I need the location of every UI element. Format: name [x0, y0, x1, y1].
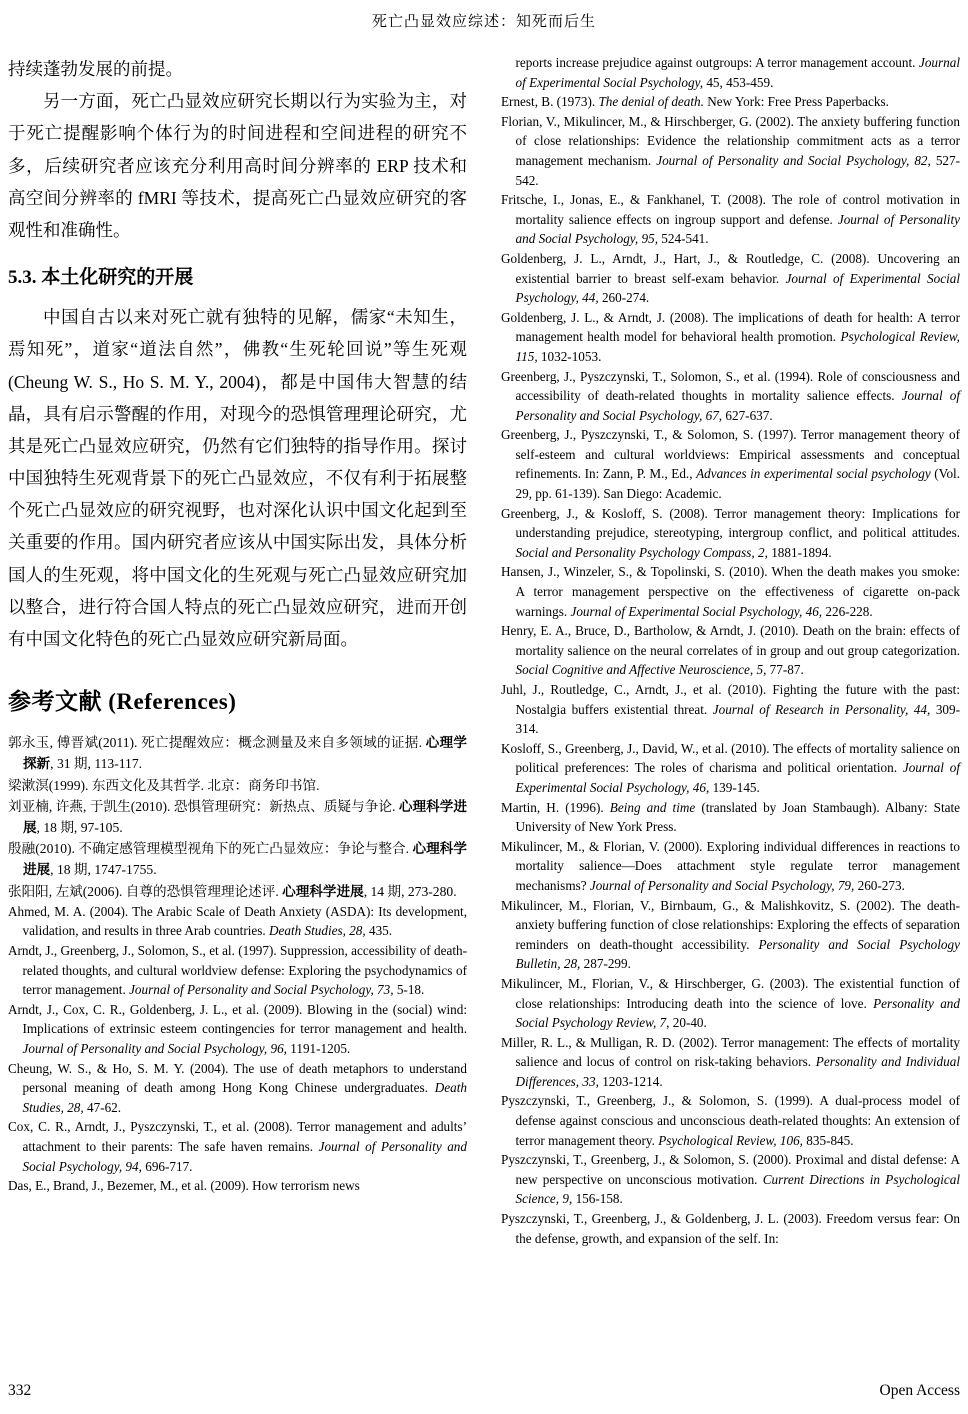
left-column: [8, 53, 467, 1196]
reference-text: Henry, E. A., Bruce, D., Bartholow, & Arndt, J. (2010). Death on the brain: effects of mortality salience on the neural correlates of in group and out group categorization.: [501, 623, 960, 658]
reference-source-italic: Personality and Social Psychology Review, 7,: [515, 995, 960, 1031]
reference-entry: [8, 838, 467, 880]
reference-text: 1881-1894.: [767, 544, 832, 560]
reference-source-italic: Journal of Personality and Social Psychology, 73,: [129, 982, 394, 998]
reference-entry: [501, 112, 960, 190]
reference-source-italic: Journal of Personality and Social Psychology, 67,: [515, 388, 960, 423]
reference-text: Mikulincer, M., Florian, V., & Hirschberger, G. (2003). The existential function of close relationships: Introducing death into the science of love.: [501, 975, 960, 1011]
reference-text: (Vol. 29, pp. 61-139). San Diego: Academic.: [515, 466, 960, 502]
reference-entry: [501, 562, 960, 621]
reference-source-italic: Psychological Review, 115,: [515, 329, 960, 364]
reference-text: 梁漱溟(1999). 东西文化及其哲学. 北京：商务印书馆.: [8, 777, 320, 793]
reference-entry: [501, 367, 960, 426]
paragraph-localization: 中国自古以来对死亡就有独特的见解，儒家“未知生，焉知死”，道家“道法自然”，佛教“生死轮回说”等生死观(Cheung W. S., Ho S. M. Y., 2004)，都是中国伟大智慧的结晶，具有启示警醒的作用，对现今的恐惧管理理论研究，尤其是死亡凸显效应研究，仍然有它们独特的指导作用。探讨中国独特生死观背景下的死亡凸显效应，不仅有利于拓展整个死亡凸显效应的研究视野，也对深化认识中国文化起到至关重要的作用。国内研究者应该从中国实际出发，具体分析国人的生死观，将中国文化的生死观与死亡凸显效应研究加以整合，进行符合国人特点的死亡凸显效应研究，进而开创有中国文化特色的死亡凸显效应研究新局面。: [8, 307, 467, 649]
reference-journal-bold: 心理科学进展: [22, 798, 467, 835]
reference-source-italic: Journal of Experimental Social Psychology, 44,: [515, 270, 961, 306]
reference-source-italic: Death Studies, 28,: [268, 923, 366, 939]
reference-source-italic: Being and time: [609, 799, 696, 815]
reference-text: 435.: [365, 923, 393, 939]
reference-text: Cheung, W. S., & Ho, S. M. Y. (2004). The use of death metaphors to understand personal meaning of death among Hong Kong Chinese undergraduates.: [8, 1060, 467, 1096]
reference-text: 156-158.: [572, 1191, 623, 1207]
reference-entry: [8, 881, 467, 902]
reference-text: Florian, V., Mikulincer, M., & Hirschberger, G. (2002). The anxiety buffering function of close relationships: Evidence the relationship commitment acts as a terror management mechanism.: [501, 113, 960, 168]
reference-text: Greenberg, J., & Kosloff, S. (2008). Terror management theory: Implications for understanding prejudice, stereotyping, intergroup conflict, and political attitudes.: [501, 505, 960, 541]
reference-text: (translated by Joan Stambaugh). Albany: State University of New York Press.: [515, 799, 961, 835]
reference-entry: [8, 1117, 467, 1176]
references-english-left-list: [8, 902, 467, 1196]
reference-entry: [501, 504, 960, 563]
reference-source-italic: Journal of Personality and Social Psychology, 79,: [589, 877, 855, 893]
reference-text: Hansen, J., Winzeler, S., & Topolinski, S. (2010). When the death makes you smoke: A terror management perspective on the effectiveness of cigarette on-pack warnings.: [501, 564, 960, 619]
reference-entry: [501, 1033, 960, 1092]
reference-entry: [501, 1150, 960, 1209]
reference-source-italic: Journal of Personality and Social Psychology, 96,: [22, 1040, 287, 1056]
reference-source-italic: Journal of Personality and Social Psychology, 82,: [656, 152, 931, 168]
references-english-right-list: [501, 53, 960, 1248]
reference-entry: [8, 775, 467, 796]
reference-text: 殷融(2010). 不确定感管理模型视角下的死亡凸显效应：争论与整合.: [8, 841, 413, 857]
reference-text: 郭永玉, 傅晋斌(2011). 死亡提醒效应：概念测量及来自多领域的证据.: [8, 735, 426, 751]
reference-text: Pyszczynski, T., Greenberg, J., & Solomon, S. (1999). A dual-process model of defense against conscious and unconscious death-related thoughts: An extension of terror management theory.: [501, 1093, 960, 1148]
reference-text: 260-273.: [854, 877, 905, 893]
reference-entry: [501, 680, 960, 739]
reference-text: , 18 期, 1747-1755.: [50, 862, 157, 878]
reference-entry: [501, 974, 960, 1033]
right-column: [501, 53, 960, 1248]
reference-journal-bold: 心理科学进展: [282, 883, 364, 899]
reference-text: 张阳阳, 左斌(2006). 自尊的恐惧管理理论述评.: [8, 883, 283, 899]
reference-source-italic: Personality and Social Psychology Bulletin, 28,: [515, 936, 960, 972]
reference-text: Greenberg, J., Pyszczynski, T., & Solomon, S. (1997). Terror management theory of self-esteem and cultural worldviews: Empirical assessments and conceptual refinements. In: Zann, P. M., Ed.,: [501, 427, 960, 482]
reference-text: Cox, C. R., Arndt, J., Pyszczynski, T., et al. (2008). Terror management and adults’ attachment to their parents: The safe haven remains.: [8, 1119, 467, 1154]
reference-text: Mikulincer, M., & Florian, V. (2000). Exploring individual differences in reactions to mortality salience—Does attachment style regulate terror management mechanisms?: [501, 838, 960, 893]
reference-text: 5-18.: [393, 982, 425, 998]
reference-entry: [501, 190, 960, 249]
reference-text: 1032-1053.: [537, 348, 602, 364]
page-number: 332: [8, 1382, 32, 1399]
reference-entry: [8, 1000, 467, 1059]
reference-text: , 18 期, 97-105.: [36, 820, 123, 835]
reference-text: 47-62.: [83, 1099, 122, 1115]
reference-text: , 14 期, 273-280.: [363, 883, 457, 899]
paragraph-continuation: 持续蓬勃发展的前提。: [8, 59, 183, 79]
reference-entry: [8, 732, 467, 774]
running-title: 死亡凸显效应综述：知死而后生: [371, 14, 596, 30]
reference-text: Juhl, J., Routledge, C., Arndt, J., et al. (2010). Fighting the future with the past: Nostalgia buffers existential threat.: [501, 682, 960, 717]
reference-text: 835-845.: [802, 1132, 854, 1148]
page-footer: [8, 1382, 960, 1400]
reference-text: Greenberg, J., Pyszczynski, T., Solomon, S., et al. (1994). Role of consciousness and accessibility of death-related thoughts in mortality salience effects.: [501, 368, 960, 404]
two-column-layout: [8, 53, 960, 1248]
reference-text: 1203-1214.: [598, 1073, 663, 1089]
reference-text: 1191-1205.: [286, 1040, 351, 1056]
reference-entry: [8, 941, 467, 1000]
reference-entry: [501, 621, 960, 680]
reference-entry: [501, 739, 960, 798]
reference-text: 627-637.: [722, 407, 773, 423]
reference-text: Ahmed, M. A. (2004). The Arabic Scale of Death Anxiety (ASDA): Its development, validation, and results in three Arab countries.: [8, 903, 467, 939]
reference-entry: [8, 1176, 467, 1196]
reference-journal-bold: 心理学探新: [22, 735, 467, 772]
reference-text: 139-145.: [709, 779, 760, 795]
reference-text: reports increase prejudice against outgroups: A terror management account.: [515, 55, 919, 70]
reference-text: Pyszczynski, T., Greenberg, J., & Goldenberg, J. L. (2003). Freedom versus fear: On the defense, growth, and expansion of the self. In:: [501, 1211, 960, 1246]
reference-text: 20-40.: [669, 1015, 707, 1031]
reference-entry: [8, 796, 467, 838]
running-header: [8, 8, 960, 53]
references-chinese-list: [8, 732, 467, 902]
reference-entry: [501, 837, 960, 896]
reference-text: 226-228.: [822, 603, 873, 619]
reference-entry: [501, 53, 960, 92]
open-access-label: Open Access: [879, 1382, 960, 1399]
reference-source-italic: Journal of Personality and Social Psychology, 95,: [515, 211, 960, 247]
reference-text: , 31 期, 113-117.: [50, 756, 143, 772]
reference-source-italic: Social and Personality Psychology Compass, 2,: [515, 544, 768, 560]
reference-text: Mikulincer, M., Florian, V., Birnbaum, G., & Malishkovitz, S. (2002). The death-anxiety buffering function of close relationships: Exploring the effects of separation reminders on death-thought accessibility.: [501, 897, 960, 952]
reference-source-italic: Psychological Review, 106,: [658, 1132, 803, 1148]
reference-text: 287-299.: [580, 956, 631, 972]
reference-text: 524-541.: [658, 231, 709, 247]
reference-text: 527-542.: [515, 152, 960, 188]
reference-text: Arndt, J., Cox, C. R., Goldenberg, J. L., et al. (2009). Blowing in the (social) wind: Implications of extrinsic esteem contingencies for terror management and health.: [8, 1001, 467, 1037]
reference-source-italic: Journal of Experimental Social Psychology, 46,: [515, 760, 960, 795]
reference-text: 696-717.: [141, 1158, 193, 1174]
reference-entry: [501, 92, 960, 112]
reference-text: Goldenberg, J. L., Arndt, J., Hart, J., & Routledge, C. (2008). Uncovering an existential barrier to breast self-exam behavior.: [501, 250, 960, 286]
reference-text: 刘亚楠, 许燕, 于凯生(2010). 恐惧管理研究：新热点、质疑与争论.: [8, 798, 399, 814]
reference-source-italic: Death Studies, 28,: [22, 1080, 467, 1115]
reference-text: 309-314.: [515, 701, 960, 737]
reference-text: Pyszczynski, T., Greenberg, J., & Solomon, S. (2000). Proximal and distal defense: A new perspective on unconscious motivation.: [501, 1152, 960, 1187]
reference-text: 77-87.: [766, 662, 804, 678]
reference-text: New York: Free Press Paperbacks.: [703, 94, 889, 110]
reference-entry: [501, 798, 960, 837]
reference-entry: [501, 1209, 960, 1248]
reference-source-italic: Journal of Experimental Social Psychology, 46,: [570, 603, 823, 619]
reference-text: Martin, H. (1996).: [501, 799, 610, 815]
reference-source-italic: Journal of Personality and Social Psychology, 94,: [22, 1138, 467, 1174]
reference-journal-bold: 心理科学进展: [22, 841, 467, 878]
reference-text: Goldenberg, J. L., & Arndt, J. (2008). The implications of death for health: A terror management health model for behavioral health promotion.: [501, 309, 960, 345]
reference-entry: [501, 1091, 960, 1150]
reference-text: 45, 453-459.: [703, 74, 774, 90]
reference-entry: [8, 1059, 467, 1118]
reference-text: Das, E., Brand, J., Bezemer, M., et al. (2009). How terrorism news: [8, 1178, 360, 1194]
reference-source-italic: Social Cognitive and Affective Neuroscience, 5,: [515, 662, 767, 678]
reference-source-italic: Journal of Research in Personality, 44,: [712, 701, 931, 717]
reference-source-italic: Advances in experimental social psychology: [696, 466, 931, 482]
reference-entry: [501, 249, 960, 308]
reference-source-italic: Personality and Individual Differences, 33,: [515, 1054, 960, 1089]
reference-source-italic: Journal of Experimental Social Psychology,: [515, 55, 960, 90]
reference-entry: [8, 902, 467, 941]
reference-text: 260-274.: [598, 290, 650, 306]
reference-source-italic: Current Directions in Psychological Science, 9,: [515, 1171, 960, 1207]
reference-text: Arndt, J., Greenberg, J., Solomon, S., et al. (1997). Suppression, accessibility of death-related thoughts, and cultural worldview defense: Exploring the psychodynamics of terror management.: [8, 943, 467, 998]
reference-text: Ernest, B. (1973).: [501, 94, 599, 110]
reference-text: Kosloff, S., Greenberg, J., David, W., et al. (2010). The effects of mortality salience on political preferences: The roles of charisma and political orientation.: [501, 740, 960, 776]
reference-text: Miller, R. L., & Mulligan, R. D. (2002). Terror management: The effects of mortality salience and locus of control on risk-taking behaviors.: [501, 1034, 960, 1070]
reference-entry: [501, 425, 960, 503]
reference-source-italic: The denial of death.: [598, 94, 704, 110]
reference-text: Fritsche, I., Jonas, E., & Fankhanel, T. (2008). The role of control motivation in mortality salience effects on ingroup support and defense.: [501, 192, 960, 227]
paragraph-future-research: 另一方面，死亡凸显效应研究长期以行为实验为主，对于死亡提醒影响个体行为的时间进程和空间进程的研究不多，后续研究者应该充分利用高时间分辨率的 ERP 技术和高空间分辨率的 fMRI 等技术，提高死亡凸显效应研究的客观性和准确性。: [8, 91, 467, 240]
reference-entry: [501, 896, 960, 974]
reference-entry: [501, 308, 960, 367]
references-heading: 参考文献 (References): [8, 689, 237, 715]
section-heading-5-3: 5.3. 本土化研究的开展: [8, 267, 194, 289]
